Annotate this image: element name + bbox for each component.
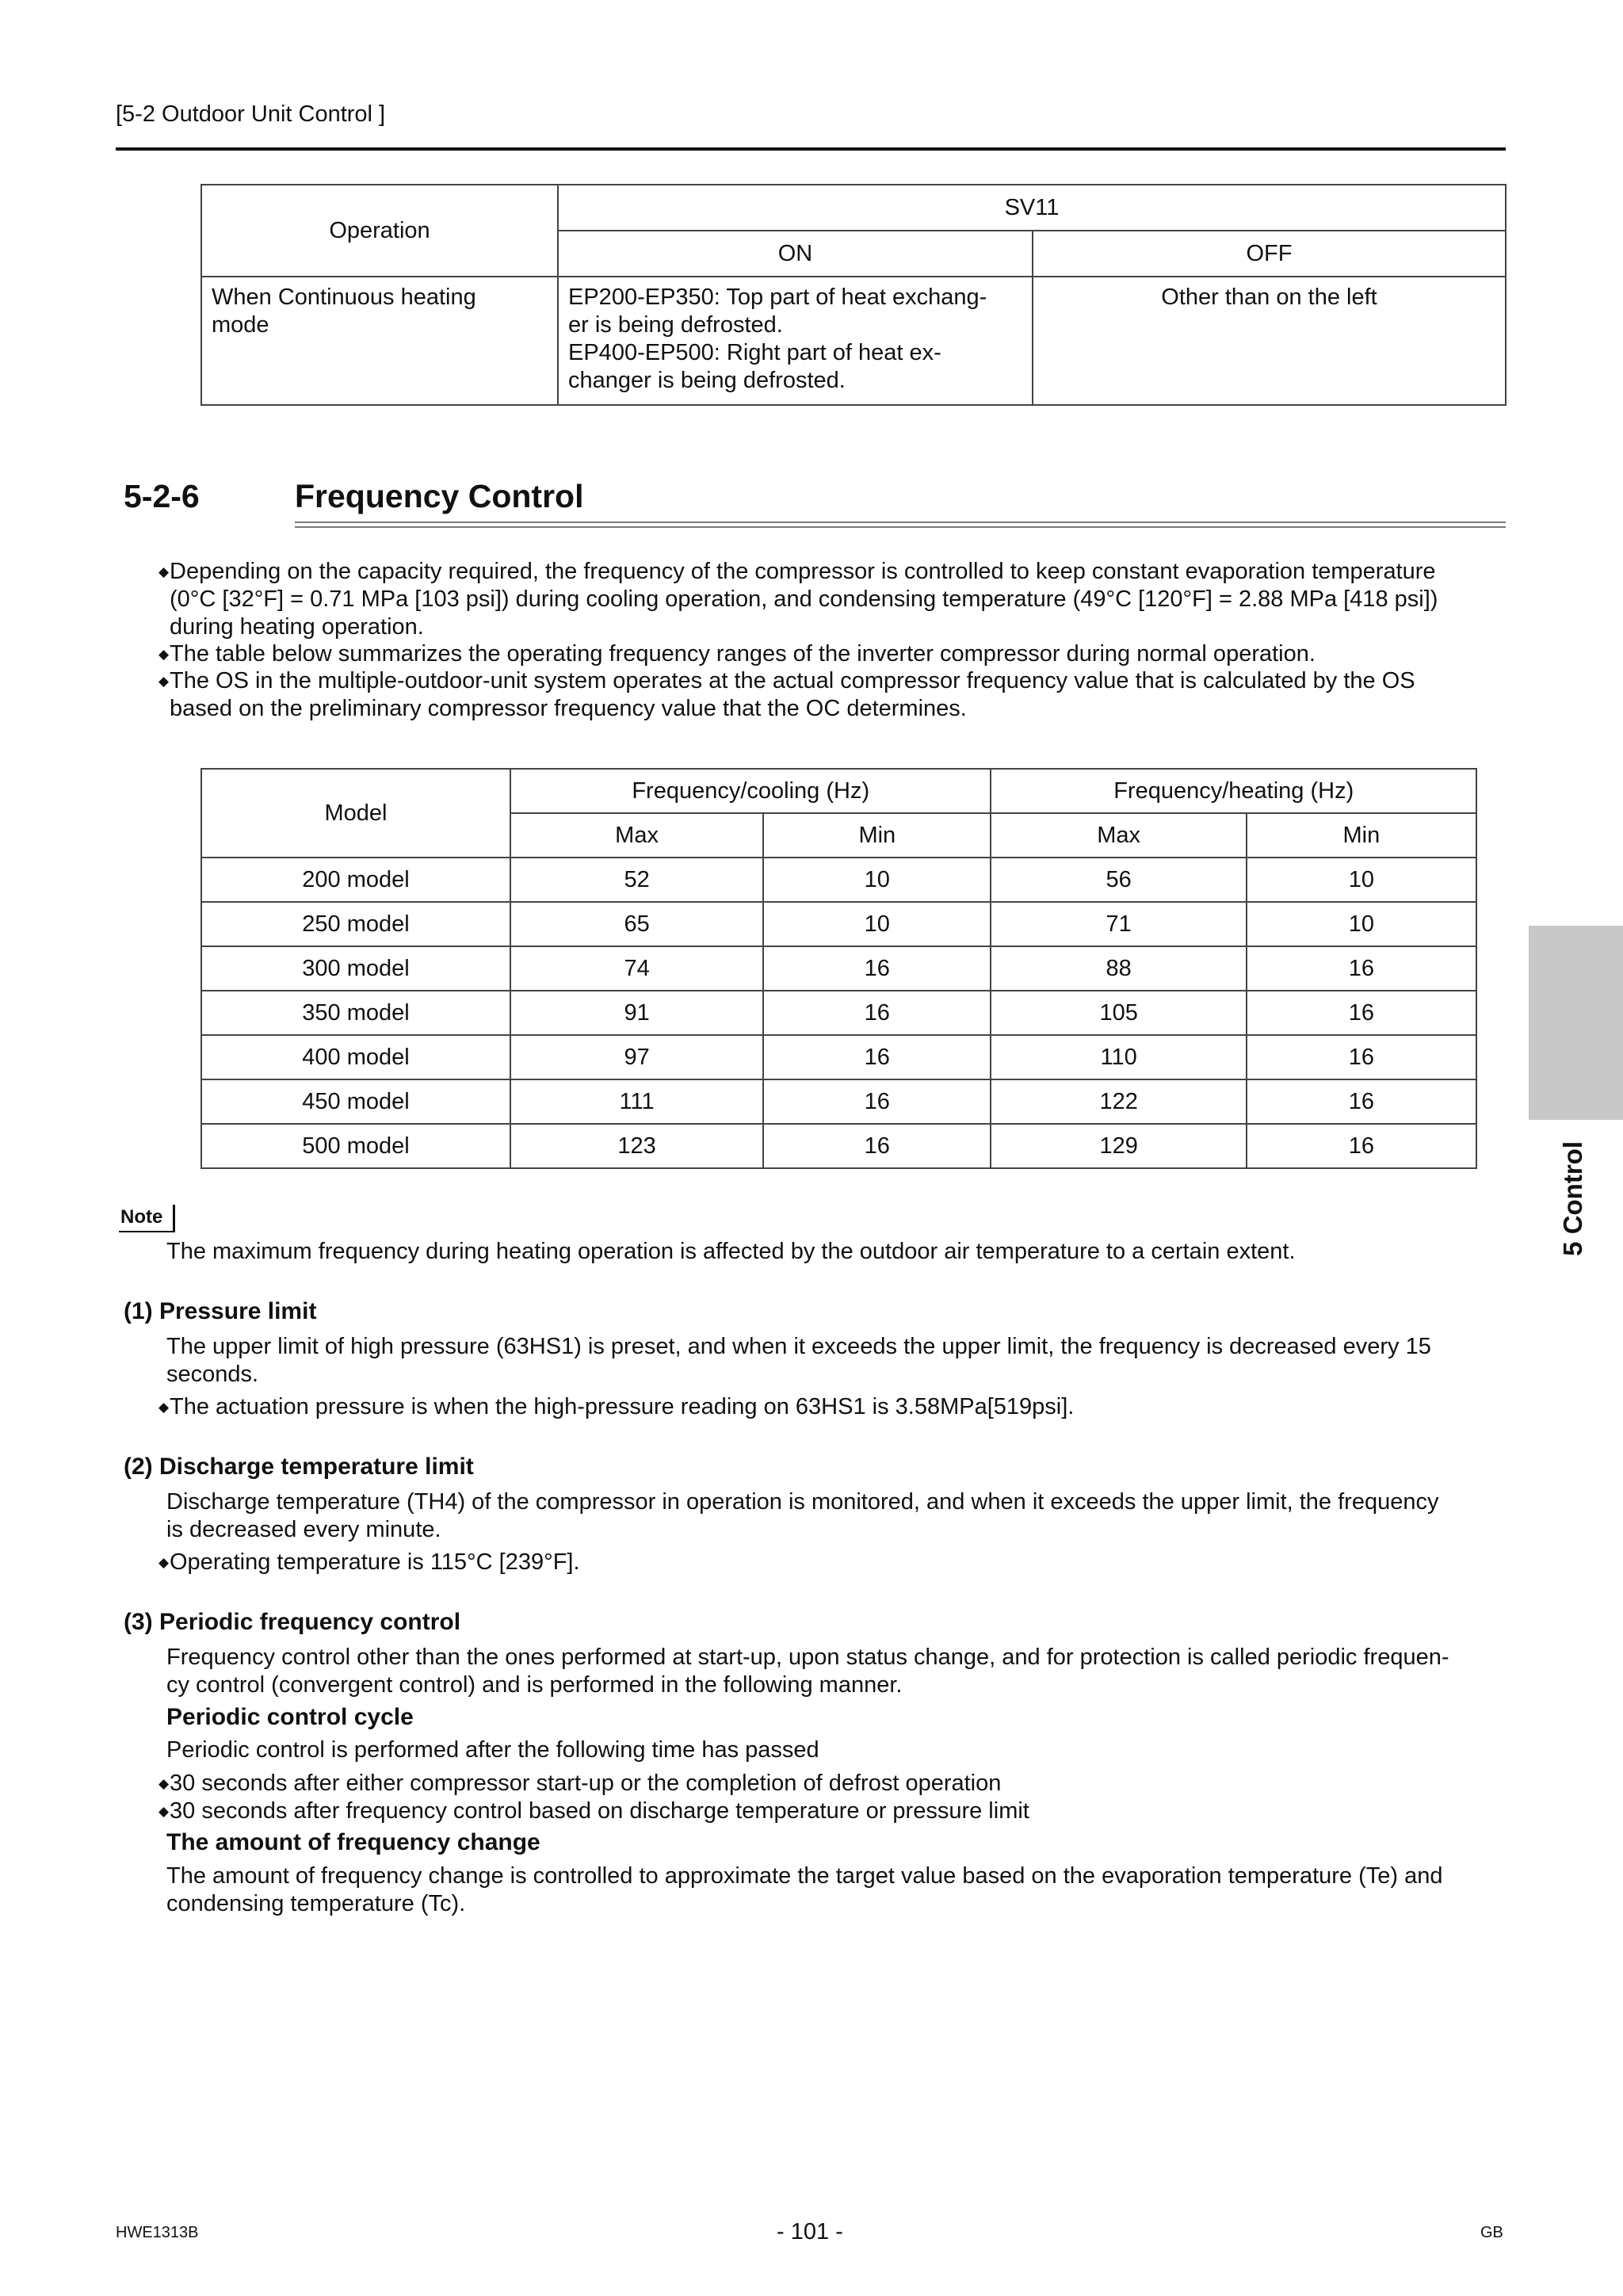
cool-min-cell: 16 xyxy=(763,1124,991,1168)
region-code: GB xyxy=(1480,2224,1503,2241)
sv11-header: SV11 xyxy=(558,185,1506,231)
mode-cell xyxy=(201,277,558,405)
bullet-diamond-icon: ◆ xyxy=(158,647,170,662)
text-line: cy control (convergent control) and is performed in the following manner. xyxy=(166,1672,903,1698)
heat-max-cell: 110 xyxy=(991,1035,1246,1079)
off-cell: Other than on the left xyxy=(1033,277,1506,405)
section-rule xyxy=(295,526,1506,528)
model-cell: 300 model xyxy=(201,946,510,991)
bullet-line: The table below summarizes the operating frequency ranges of the inverter compressor during normal operation. xyxy=(170,641,1316,667)
cooling-header: Frequency/cooling (Hz) xyxy=(510,769,991,813)
text-line: condensing temperature (Tc). xyxy=(166,1891,466,1916)
table-row xyxy=(201,946,1476,991)
section-number: 5-2-6 xyxy=(124,478,200,514)
on-header: ON xyxy=(558,231,1033,277)
bullet-diamond-icon: ◆ xyxy=(158,1776,170,1791)
operation-header: Operation xyxy=(201,185,558,277)
discharge-limit-bullet xyxy=(158,1549,1506,1576)
discharge-limit-text xyxy=(166,1488,1506,1544)
heat-max-cell: 105 xyxy=(991,991,1246,1035)
heat-min-cell: 16 xyxy=(1247,991,1476,1035)
section-rule xyxy=(295,521,1506,523)
frequency-table xyxy=(200,768,1477,1169)
text-line: Frequency control other than the ones performed at start-up, upon status change, and for protection is called periodic frequen- xyxy=(166,1645,1449,1670)
intro-bullet xyxy=(158,558,1506,641)
cool-min-cell: 10 xyxy=(763,902,991,946)
on-line: EP200-EP350: Top part of heat exchang- xyxy=(568,285,987,310)
bullet-line: Operating temperature is 115°C [239°F]. xyxy=(170,1549,580,1575)
table-row xyxy=(201,1124,1476,1168)
bullet-line: The actuation pressure is when the high-pressure reading on 63HS1 is 3.58MPa[519psi]. xyxy=(170,1394,1075,1419)
heat-max-cell: 122 xyxy=(991,1079,1246,1124)
intro-bullet xyxy=(158,640,1506,668)
heating-min-header: Min xyxy=(1247,813,1476,858)
cooling-max-header: Max xyxy=(510,813,763,858)
cool-max-cell: 111 xyxy=(510,1079,763,1124)
mode-line: When Continuous heating xyxy=(212,285,476,310)
cool-max-cell: 91 xyxy=(510,991,763,1035)
pressure-limit-title: (1) Pressure limit xyxy=(124,1298,317,1324)
periodic-cycle-title: Periodic control cycle xyxy=(166,1704,414,1730)
cool-min-cell: 10 xyxy=(763,858,991,902)
bullet-line: 30 seconds after either compressor start-up or the completion of defrost operation xyxy=(170,1771,1002,1796)
model-cell: 450 model xyxy=(201,1079,510,1124)
note-bracket xyxy=(173,1205,175,1232)
heat-max-cell: 56 xyxy=(991,858,1246,902)
bullet-diamond-icon: ◆ xyxy=(158,1555,170,1570)
heat-min-cell: 16 xyxy=(1247,1079,1476,1124)
model-cell: 250 model xyxy=(201,902,510,946)
heat-min-cell: 10 xyxy=(1247,858,1476,902)
page-number: - 101 - xyxy=(777,2219,843,2244)
bullet-diamond-icon: ◆ xyxy=(158,1400,170,1415)
text-line: Discharge temperature (TH4) of the compressor in operation is monitored, and when it exceeds the upper limit, the frequency xyxy=(166,1489,1439,1515)
model-cell: 500 model xyxy=(201,1124,510,1168)
pressure-limit-text xyxy=(166,1333,1506,1389)
pressure-limit-bullet xyxy=(158,1393,1506,1421)
cool-min-cell: 16 xyxy=(763,1079,991,1124)
periodic-cycle-bullet xyxy=(158,1797,1506,1825)
heating-max-header: Max xyxy=(991,813,1246,858)
cool-min-cell: 16 xyxy=(763,946,991,991)
note-underline xyxy=(119,1231,174,1232)
text-line: The upper limit of high pressure (63HS1) is preset, and when it exceeds the upper limit, the frequency is decreased every 15 xyxy=(166,1334,1431,1359)
note-label: Note xyxy=(120,1206,163,1228)
model-cell: 200 model xyxy=(201,858,510,902)
table-row xyxy=(201,858,1476,902)
heating-header: Frequency/heating (Hz) xyxy=(991,769,1476,813)
heat-min-cell: 16 xyxy=(1247,946,1476,991)
doc-code: HWE1313B xyxy=(116,2224,199,2241)
heat-max-cell: 129 xyxy=(991,1124,1246,1168)
chapter-tab-label: 5 Control xyxy=(1558,1141,1587,1256)
heat-max-cell: 71 xyxy=(991,902,1246,946)
table-row xyxy=(201,1079,1476,1124)
heat-min-cell: 16 xyxy=(1247,1035,1476,1079)
cool-max-cell: 52 xyxy=(510,858,763,902)
heat-min-cell: 16 xyxy=(1247,1124,1476,1168)
intro-bullet xyxy=(158,667,1506,723)
table-row xyxy=(201,902,1476,946)
section-title: Frequency Control xyxy=(295,478,584,514)
off-header: OFF xyxy=(1033,231,1506,277)
chapter-tab xyxy=(1529,926,1623,1120)
sv11-table xyxy=(200,184,1507,406)
discharge-limit-title: (2) Discharge temperature limit xyxy=(124,1454,474,1480)
table-row xyxy=(201,991,1476,1035)
cool-min-cell: 16 xyxy=(763,991,991,1035)
page-header: [5-2 Outdoor Unit Control ] xyxy=(116,101,386,127)
table-row xyxy=(201,1035,1476,1079)
cool-max-cell: 65 xyxy=(510,902,763,946)
on-line: er is being defrosted. xyxy=(568,312,783,338)
amount-title: The amount of frequency change xyxy=(166,1829,540,1855)
header-rule xyxy=(116,147,1506,151)
cooling-min-header: Min xyxy=(763,813,991,858)
model-cell: 400 model xyxy=(201,1035,510,1079)
cool-min-cell: 16 xyxy=(763,1035,991,1079)
bullet-line: based on the preliminary compressor frequency value that the OC determines. xyxy=(170,696,967,721)
text-line: The amount of frequency change is controlled to approximate the target value based on the evaporation temperature (Te) and xyxy=(166,1863,1443,1889)
model-header: Model xyxy=(201,769,510,858)
bullet-diamond-icon: ◆ xyxy=(158,564,170,579)
text-line: is decreased every minute. xyxy=(166,1517,441,1542)
amount-text xyxy=(166,1862,1506,1918)
on-line: changer is being defrosted. xyxy=(568,368,846,393)
bullet-diamond-icon: ◆ xyxy=(158,674,170,689)
bullet-line: The OS in the multiple-outdoor-unit system operates at the actual compressor frequency value that is calculated by the OS xyxy=(170,668,1415,693)
heat-max-cell: 88 xyxy=(991,946,1246,991)
periodic-text xyxy=(166,1644,1506,1699)
bullet-diamond-icon: ◆ xyxy=(158,1804,170,1819)
on-cell xyxy=(558,277,1033,405)
mode-line: mode xyxy=(212,312,269,338)
cool-max-cell: 123 xyxy=(510,1124,763,1168)
model-cell: 350 model xyxy=(201,991,510,1035)
bullet-line: Depending on the capacity required, the frequency of the compressor is controlled to keep constant evaporation temperature xyxy=(170,559,1436,584)
periodic-title: (3) Periodic frequency control xyxy=(124,1609,461,1635)
note-text: The maximum frequency during heating operation is affected by the outdoor air temperature to a certain extent. xyxy=(166,1239,1296,1264)
on-line: EP400-EP500: Right part of heat ex- xyxy=(568,340,941,365)
bullet-line: (0°C [32°F] = 0.71 MPa [103 psi]) during cooling operation, and condensing temperature (49°C [120°F] = 2.88 MPa [418 psi]) xyxy=(170,586,1438,612)
cool-max-cell: 97 xyxy=(510,1035,763,1079)
cool-max-cell: 74 xyxy=(510,946,763,991)
bullet-line: 30 seconds after frequency control based on discharge temperature or pressure limit xyxy=(170,1798,1029,1824)
periodic-cycle-bullet xyxy=(158,1770,1506,1797)
heat-min-cell: 10 xyxy=(1247,902,1476,946)
bullet-line: during heating operation. xyxy=(170,614,424,640)
periodic-cycle-text: Periodic control is performed after the following time has passed xyxy=(166,1737,819,1763)
text-line: seconds. xyxy=(166,1362,259,1387)
